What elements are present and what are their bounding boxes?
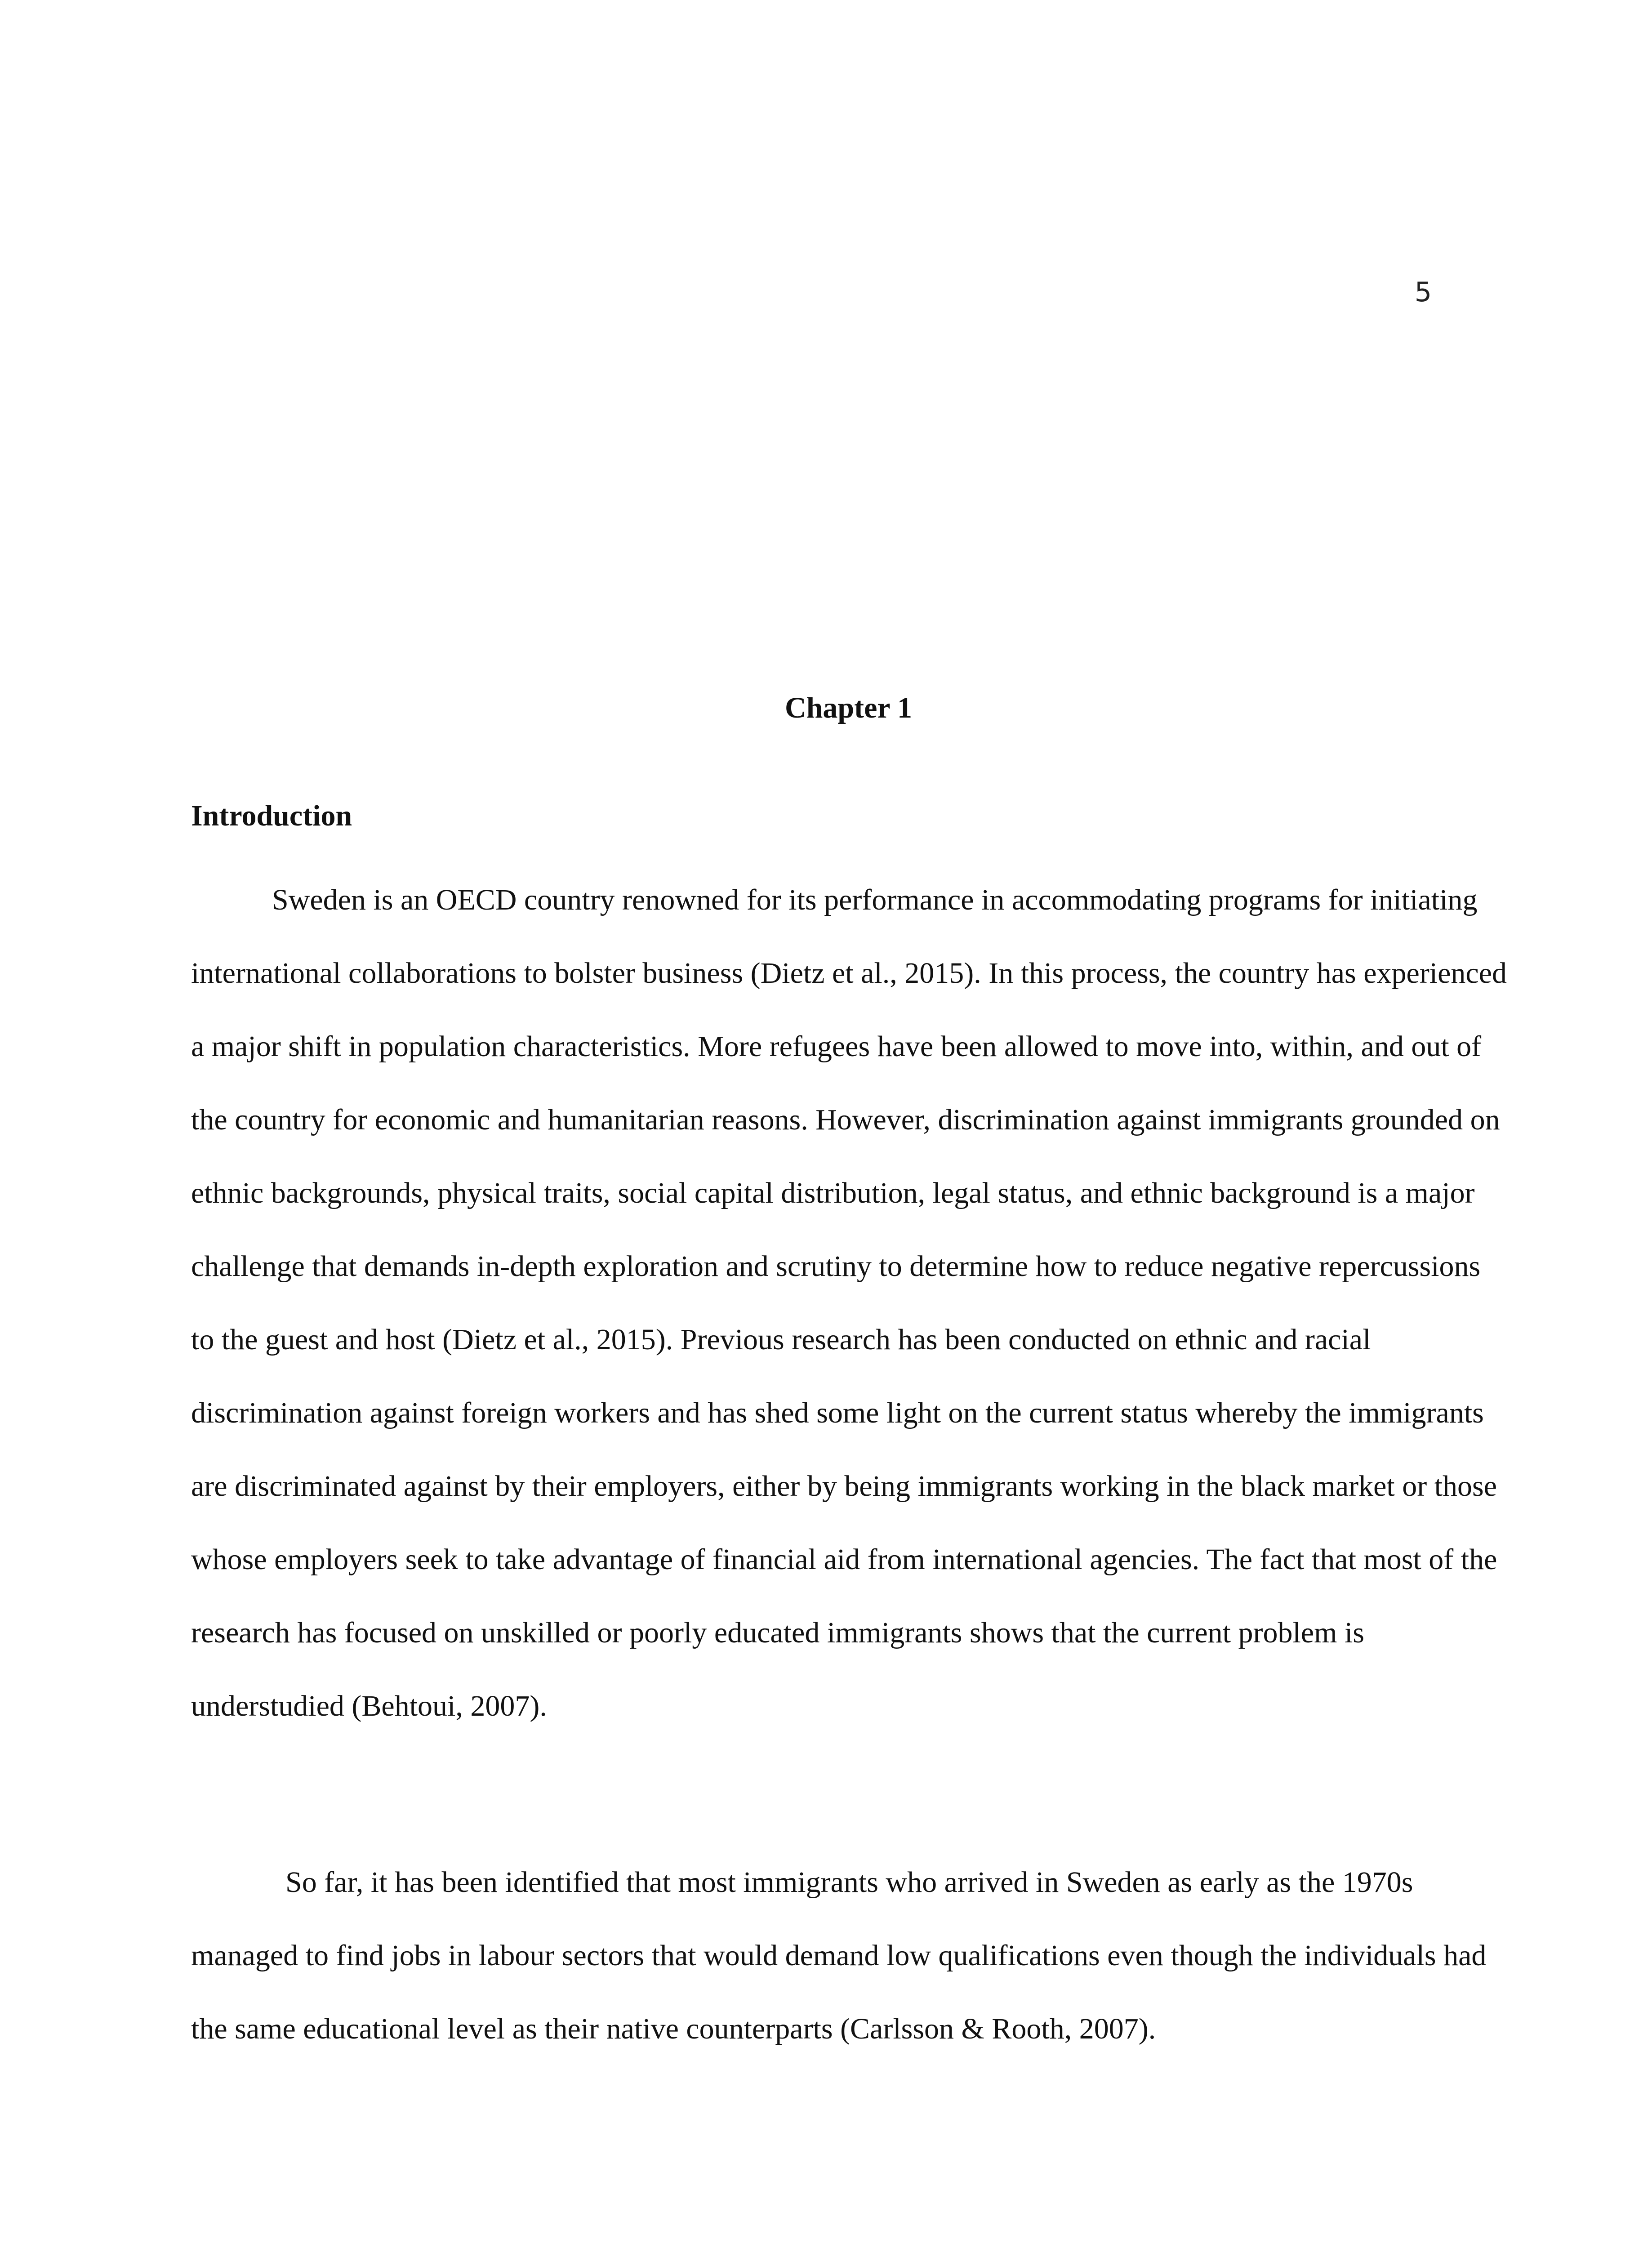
section-heading: Introduction <box>191 799 352 832</box>
body-paragraph-2: So far, it has been identified that most immigrants who arrived in Sweden as early as the 1970s managed to find jobs in labour sectors that would demand low qualifications even though the individuals had the same educational level as their native counterparts (Carlsson & Rooth, 2007). <box>191 1866 1487 2045</box>
body-paragraph-1: Sweden is an OECD country renowned for its performance in accommodating programs for initiating international collaborations to bolster business (Dietz et al., 2015). In this process, the country has experienced a major shift in population characteristics. More refugees have been allowed to move into, within, and out of the country for economic and humanitarian reasons. However, discrimination against immigrants grounded on ethnic backgrounds, physical traits, social capital distribution, legal status, and ethnic background is a major challenge that demands in-depth exploration and scrutiny to determine how to reduce negative repercussions to the guest and host (Dietz et al., 2015). Previous research has been conducted on ethnic and racial discrimination against foreign workers and has shed some light on the current status whereby the immigrants are discriminated against by their employers, either by being immigrants working in the black market or those whose employers seek to take advantage of financial aid from international agencies. The fact that most of the research has focused on unskilled or poorly educated immigrants shows that the current problem is understudied (Behtoui, 2007). <box>191 883 1507 1722</box>
page-number: 5 <box>1414 277 1432 308</box>
chapter-title: Chapter 1 <box>785 691 912 724</box>
